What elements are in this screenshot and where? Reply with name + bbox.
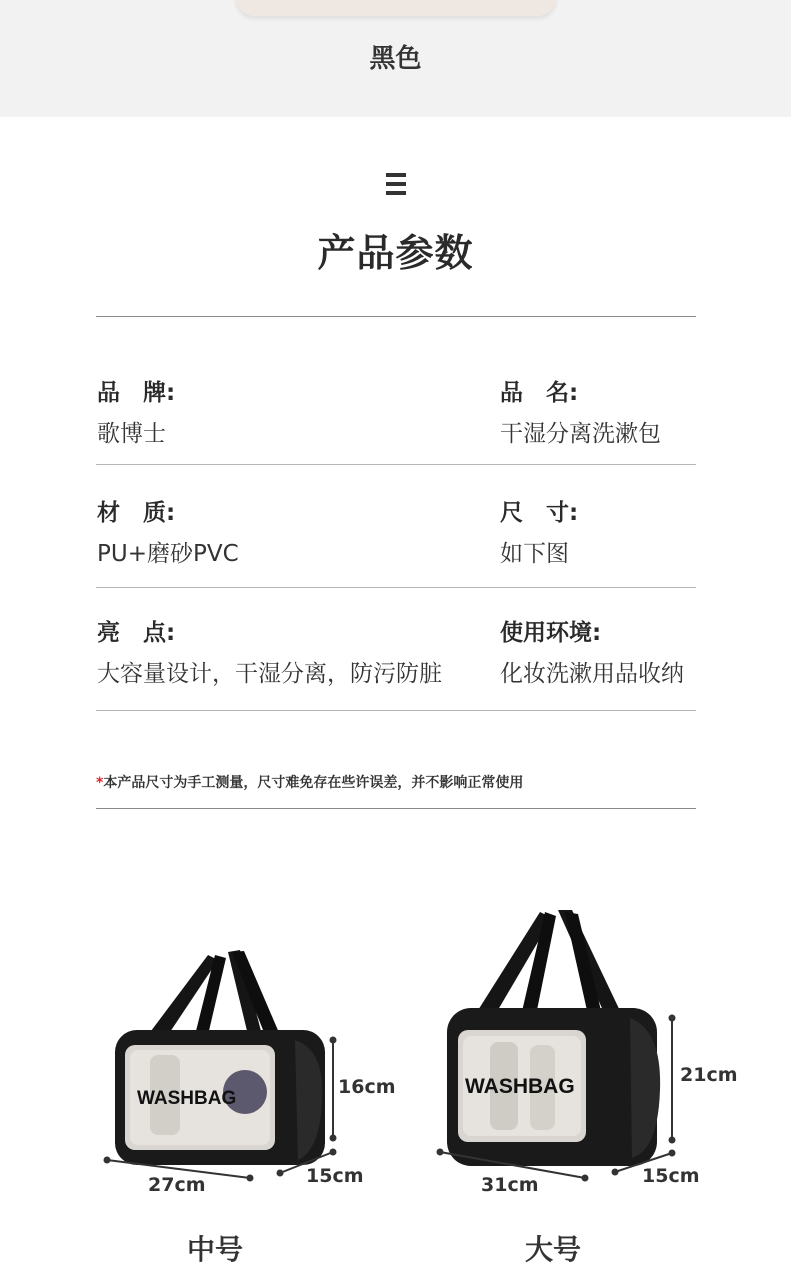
divider-note	[96, 808, 696, 809]
spec-value-usage: 化妆洗漱用品收纳	[500, 661, 684, 687]
bag-illustrations	[0, 870, 791, 1210]
note-text: 本产品尺寸为手工测量，尺寸难免存在些许误差，并不影响正常使用	[103, 775, 524, 791]
spec-label-brand: 品 牌:	[97, 380, 176, 406]
medium-bag-depth: 15cm	[306, 1165, 364, 1187]
menu-icon	[386, 173, 406, 197]
product-image-edge	[236, 0, 556, 16]
large-bag-brand-text: WASHBAG	[465, 1075, 575, 1098]
large-bag-height: 21cm	[680, 1064, 738, 1086]
spec-label-size: 尺 寸:	[500, 500, 579, 526]
section-title: 产品参数	[317, 231, 474, 275]
large-size-label: 大号	[525, 1233, 582, 1266]
spec-value-product-name: 干湿分离洗漱包	[500, 421, 661, 447]
divider-row-2	[96, 587, 696, 588]
spec-value-brand: 歌博士	[97, 421, 166, 447]
spec-value-size: 如下图	[500, 541, 569, 567]
note-star: *	[96, 775, 104, 791]
medium-bag-image	[104, 950, 337, 1182]
spec-label-usage: 使用环境:	[500, 620, 602, 646]
color-option-label: 黑色	[369, 44, 422, 74]
medium-bag-brand-text: WASHBAG	[137, 1088, 237, 1109]
large-bag-depth: 15cm	[642, 1165, 700, 1187]
color-option-panel	[0, 0, 791, 117]
divider-top	[96, 316, 696, 317]
medium-bag-length: 27cm	[148, 1174, 206, 1196]
divider-row-1	[96, 464, 696, 465]
spec-label-material: 材 质:	[97, 500, 176, 526]
divider-row-3	[96, 710, 696, 711]
measurement-note	[96, 772, 523, 792]
medium-bag-height: 16cm	[338, 1076, 396, 1098]
large-bag-length: 31cm	[481, 1174, 539, 1196]
spec-value-highlights: 大容量设计，干湿分离，防污防脏	[97, 661, 442, 687]
large-bag-image	[437, 910, 676, 1182]
spec-label-product-name: 品 名:	[500, 380, 579, 406]
spec-value-material: PU+磨砂PVC	[97, 541, 239, 567]
medium-size-label: 中号	[187, 1233, 244, 1266]
spec-label-highlights: 亮 点:	[97, 620, 176, 646]
